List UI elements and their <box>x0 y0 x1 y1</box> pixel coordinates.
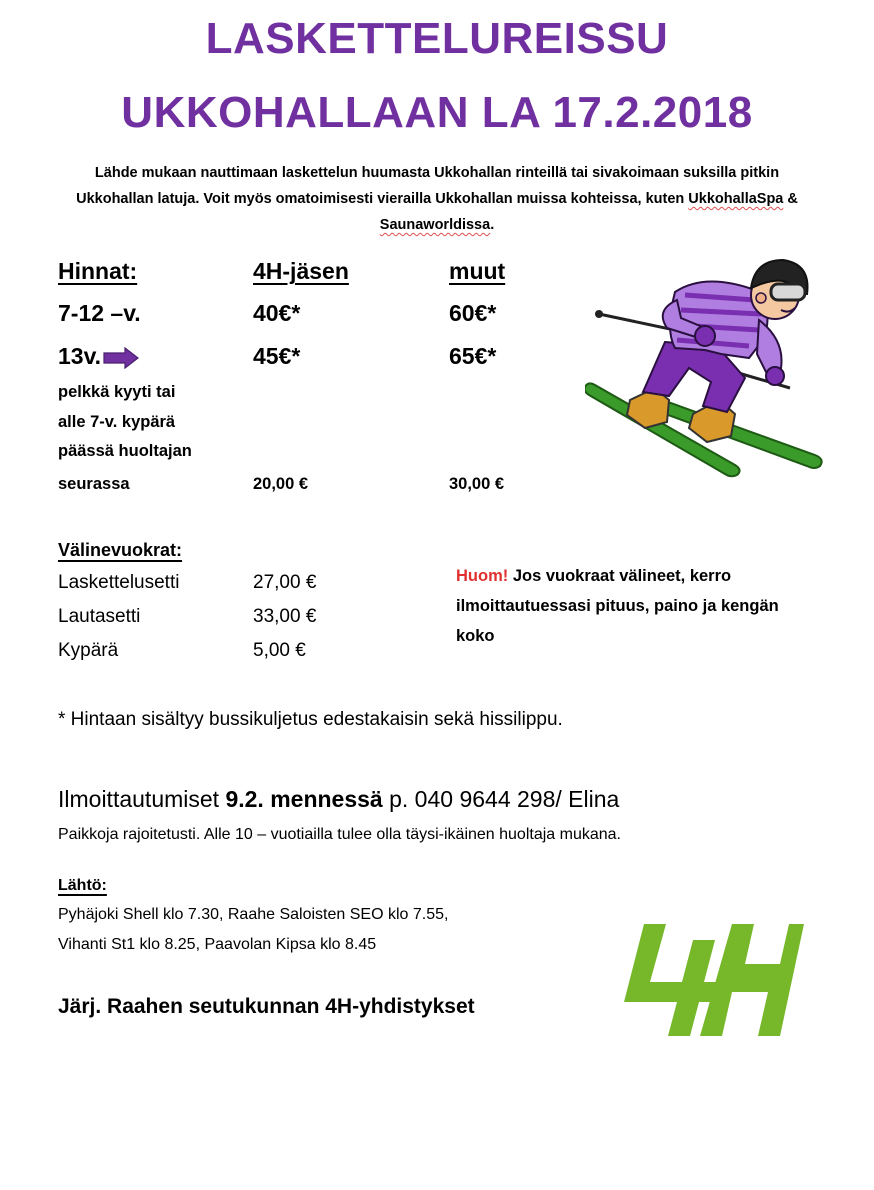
skier-illustration <box>585 250 830 485</box>
rental-item-name: Laskettelusetti <box>58 572 180 593</box>
intro-end: . <box>490 217 495 233</box>
price-row-label-text: 13v. <box>58 343 102 369</box>
4h-logo <box>622 922 804 1038</box>
departure-line: Vihanti St1 klo 8.25, Paavolan Kipsa klo 8.45 <box>58 936 377 953</box>
intro-amp: & <box>783 191 798 207</box>
registration-limits: Paikkoja rajoitetusti. Alle 10 – vuotiailla tulee olla täysi-ikäinen huoltaja mukana. <box>58 826 621 843</box>
notice-text: Jos vuokraat välineet, kerro ilmoittautuessasi pituus, paino ja kengän koko <box>456 567 779 645</box>
organizer: Järj. Raahen seutukunnan 4H-yhdistykset <box>58 995 475 1018</box>
prices-member-heading: 4H-jäsen <box>253 258 349 284</box>
registration-contact: p. 040 9644 298/ Elina <box>382 786 620 812</box>
rental-item-price: 5,00 € <box>253 640 306 661</box>
intro-spa: UkkohallaSpa <box>688 191 784 207</box>
intro-text: Lähde mukaan nauttimaan laskettelun huumasta Ukkohallan rinteillä tai sivakoimaan suksilla pitkin Ukkohallan latuja. Voit myös omatoimisesti vierailla Ukkohallan muissa kohteissa, kuten <box>76 165 780 207</box>
intro-paragraph <box>60 160 814 238</box>
departure-heading: Lähtö: <box>58 877 107 894</box>
registration-deadline: 9.2. mennessä <box>225 786 383 812</box>
price-row-other: 65€* <box>449 343 497 369</box>
prices-other-heading: muut <box>449 258 506 284</box>
rental-notice <box>456 561 796 651</box>
right-arrow-icon <box>103 347 139 369</box>
registration-prefix: Ilmoittautumiset <box>58 786 226 812</box>
registration-line <box>58 786 619 813</box>
price-row-label: 7-12 –v. <box>58 300 141 326</box>
rental-item-price: 27,00 € <box>253 572 317 593</box>
prices-heading: Hinnat: <box>58 258 138 284</box>
ride-only-line: pelkkä kyyti tai <box>58 383 176 401</box>
rental-item-name: Kypärä <box>58 640 119 661</box>
rentals-heading: Välinevuokrat: <box>58 540 183 560</box>
intro-sauna: Saunaworldissa <box>379 217 491 233</box>
rental-item-name: Lautasetti <box>58 606 141 627</box>
departure-line: Pyhäjoki Shell klo 7.30, Raahe Saloisten SEO klo 7.55, <box>58 906 449 923</box>
price-row-other: 60€* <box>449 300 497 326</box>
ride-only-line: päässä huoltajan <box>58 442 192 460</box>
ride-only-line: alle 7-v. kypärä <box>58 413 176 431</box>
rental-item-price: 33,00 € <box>253 606 317 627</box>
notice-label: Huom! <box>456 567 509 585</box>
page-title-line2: UKKOHALLAAN LA 17.2.2018 <box>121 88 753 137</box>
price-footnote: * Hintaan sisältyy bussikuljetus edestakaisin sekä hissilippu. <box>58 709 563 730</box>
ride-only-line: seurassa <box>58 475 130 493</box>
ride-only-other-price: 30,00 € <box>449 475 505 493</box>
page-title-line1: LASKETTELUREISSU <box>205 14 669 63</box>
price-row-member: 45€* <box>253 343 301 369</box>
price-row-label <box>58 343 139 370</box>
price-row-member: 40€* <box>253 300 301 326</box>
ride-only-member-price: 20,00 € <box>253 475 309 493</box>
